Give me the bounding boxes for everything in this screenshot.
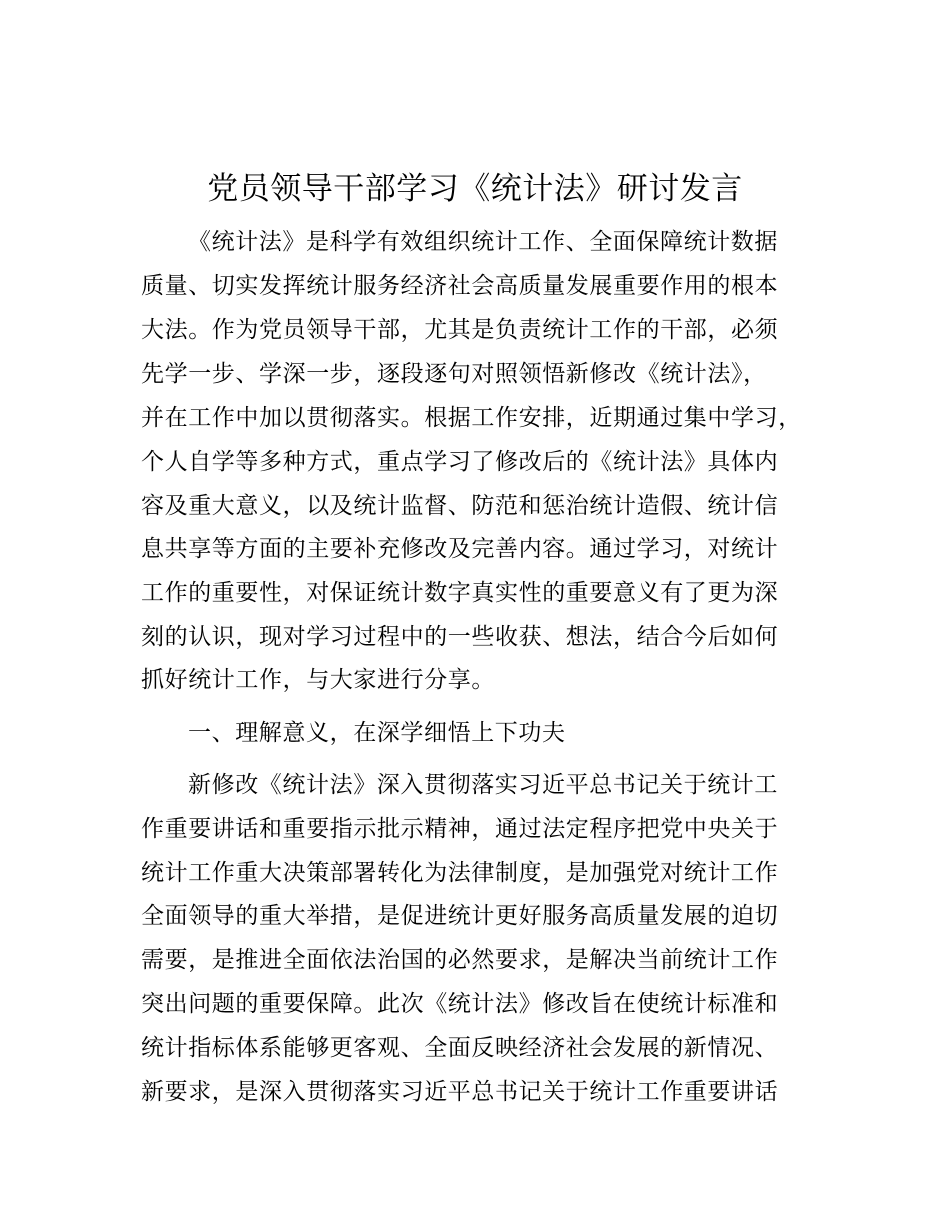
- paragraph-line: 刻的认识，现对学习过程中的一些收获、想法，结合今后如何: [141, 624, 779, 650]
- paragraph-line: 作重要讲话和重要指示批示精神，通过法定程序把党中央关于: [141, 816, 779, 842]
- paragraph-line: 统计指标体系能够更客观、全面反映经济社会发展的新情况、: [141, 1035, 779, 1061]
- paragraph-line: 先学一步、学深一步，逐段逐句对照领悟新修改《统计法》，: [141, 361, 767, 387]
- section-heading: 一、理解意义，在深学细悟上下功夫: [188, 720, 566, 746]
- paragraph-line: 并在工作中加以贯彻落实。根据工作安排，近期通过集中学习，: [141, 405, 802, 431]
- paragraph-line: 抓好统计工作，与大家进行分享。: [141, 667, 495, 693]
- paragraph-line: 统计工作重大决策部署转化为法律制度，是加强党对统计工作: [141, 860, 779, 886]
- paragraph-line: 个人自学等多种方式，重点学习了修改后的《统计法》具体内: [141, 449, 779, 475]
- paragraph-line: 息共享等方面的主要补充修改及完善内容。通过学习，对统计: [141, 536, 779, 562]
- paragraph-line: 需要，是推进全面依法治国的必然要求，是解决当前统计工作: [141, 947, 779, 973]
- paragraph-line: 质量、切实发挥统计服务经济社会高质量发展重要作用的根本: [141, 273, 779, 299]
- paragraph-line: 《统计法》是科学有效组织统计工作、全面保障统计数据: [188, 229, 778, 255]
- paragraph-line: 容及重大意义，以及统计监督、防范和惩治统计造假、统计信: [141, 493, 779, 519]
- paragraph-line: 新要求，是深入贯彻落实习近平总书记关于统计工作重要讲话: [141, 1079, 779, 1105]
- paragraph-line: 新修改《统计法》深入贯彻落实习近平总书记关于统计工: [188, 772, 778, 798]
- paragraph-line: 大法。作为党员领导干部，尤其是负责统计工作的干部，必须: [141, 317, 779, 343]
- document-title: 党员领导干部学习《统计法》研讨发言: [207, 171, 743, 207]
- paragraph-line: 突出问题的重要保障。此次《统计法》修改旨在使统计标准和: [141, 991, 779, 1017]
- paragraph-line: 全面领导的重大举措，是促进统计更好服务高质量发展的迫切: [141, 903, 779, 929]
- paragraph-line: 工作的重要性，对保证统计数字真实性的重要意义有了更为深: [141, 580, 779, 606]
